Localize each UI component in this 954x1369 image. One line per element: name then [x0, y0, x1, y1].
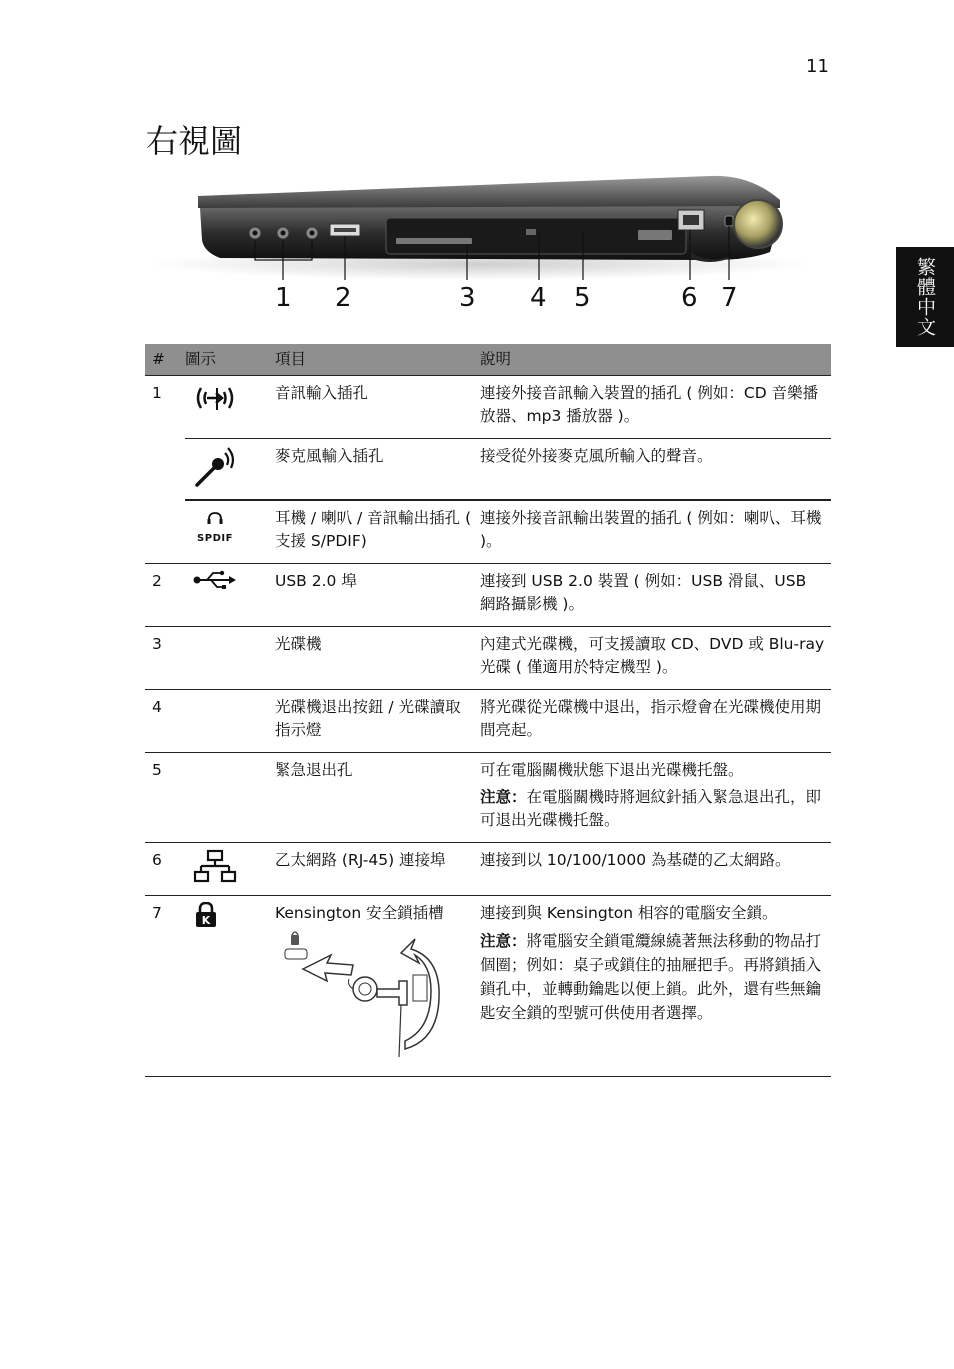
- table-row: [145, 843, 831, 896]
- row-item: Kensington 安全鎖插槽: [275, 904, 444, 922]
- table-row: [145, 896, 831, 1077]
- row-number: 3: [145, 627, 185, 690]
- headphone-spdif-icon: [185, 511, 235, 550]
- row-description: 內建式光碟機，可支援讀取 CD、DVD 或 Blu-ray 光碟 ( 僅適用於特定機型 )。: [480, 627, 831, 690]
- row-item: 麥克風輸入插孔: [275, 439, 480, 501]
- table-header-row: [145, 344, 831, 376]
- row-number: 2: [145, 564, 185, 627]
- header-icon: 圖示: [185, 344, 275, 376]
- table-row: [145, 500, 831, 564]
- row-item: 緊急退出孔: [275, 753, 480, 843]
- note-text: 將電腦安全鎖電纜線繞著無法移動的物品打個圈；例如：桌子或鎖住的抽屜把手。再將鎖插入鎖孔中，並轉動鑰匙以便上鎖。此外，還有些無鑰匙安全鎖的型號可供使用者選擇。: [480, 932, 822, 1022]
- lock-k-letter: K: [201, 914, 211, 927]
- row-item: 光碟機退出按鈕 / 光碟讀取指示燈: [275, 690, 480, 753]
- callout-7: 7: [721, 283, 738, 313]
- row-number: 7: [145, 896, 185, 1077]
- row-description: 連接到以 10/100/1000 為基礎的乙太網路。: [480, 843, 831, 896]
- lock-installation-illustration: [281, 929, 451, 1059]
- header-description: 說明: [480, 344, 831, 376]
- row-description: 將光碟從光碟機中退出，指示燈會在光碟機使用期間亮起。: [480, 690, 831, 753]
- kensington-lock-icon: [185, 902, 275, 928]
- callout-2: 2: [335, 283, 352, 313]
- callout-1: 1: [275, 283, 292, 313]
- microphone-icon: [185, 445, 275, 489]
- note-text: 在電腦關機時將迴紋針插入緊急退出孔，即可退出光碟機托盤。: [480, 788, 822, 829]
- row-number: 1: [145, 376, 185, 564]
- row-description: 連接到與 Kensington 相容的電腦安全鎖。: [480, 904, 778, 922]
- row-item: 光碟機: [275, 627, 480, 690]
- table-row: [145, 564, 831, 627]
- right-view-port-table: [145, 344, 831, 1077]
- note-label: 注意：: [480, 788, 527, 806]
- language-tab: 繁體中文: [896, 247, 954, 347]
- note-label: 注意：: [480, 932, 527, 950]
- row-number: 5: [145, 753, 185, 843]
- page-number: 11: [806, 56, 829, 77]
- audio-line-in-icon: [185, 382, 275, 414]
- row-description: 連接外接音訊輸入裝置的插孔 ( 例如：CD 音樂播放器、mp3 播放器 )。: [480, 376, 831, 439]
- row-item: 音訊輸入插孔: [275, 376, 480, 439]
- usb-icon: [185, 570, 275, 590]
- table-row: [145, 439, 831, 501]
- table-row: [145, 376, 831, 439]
- row-note: [480, 929, 825, 1025]
- row-number: 4: [145, 690, 185, 753]
- row-description: 接受從外接麥克風所輸入的聲音。: [480, 439, 831, 501]
- row-note: [480, 786, 825, 832]
- spdif-label: SPDIF: [197, 533, 233, 544]
- page-title: 右視圖: [146, 122, 243, 160]
- callout-6: 6: [681, 283, 698, 313]
- table-row: [145, 690, 831, 753]
- row-item: 乙太網路 (RJ-45) 連接埠: [275, 843, 480, 896]
- row-item: 耳機 / 喇叭 / 音訊輸出插孔 ( 支援 S/PDIF): [275, 500, 480, 564]
- network-icon: [185, 849, 275, 885]
- callout-3: 3: [459, 283, 476, 313]
- table-row: [145, 627, 831, 690]
- row-description: 連接到 USB 2.0 裝置 ( 例如：USB 滑鼠、USB 網路攝影機 )。: [480, 564, 831, 627]
- callout-4: 4: [530, 283, 547, 313]
- row-number: 6: [145, 843, 185, 896]
- laptop-right-view-illustration: [150, 160, 830, 320]
- row-description: 可在電腦關機狀態下退出光碟機托盤。: [480, 761, 744, 779]
- row-description: 連接外接音訊輸出裝置的插孔 ( 例如：喇叭、耳機 )。: [480, 500, 831, 564]
- callout-5: 5: [574, 283, 591, 313]
- header-num: #: [145, 344, 185, 376]
- row-item: USB 2.0 埠: [275, 564, 480, 627]
- table-row: [145, 753, 831, 843]
- header-item: 項目: [275, 344, 480, 376]
